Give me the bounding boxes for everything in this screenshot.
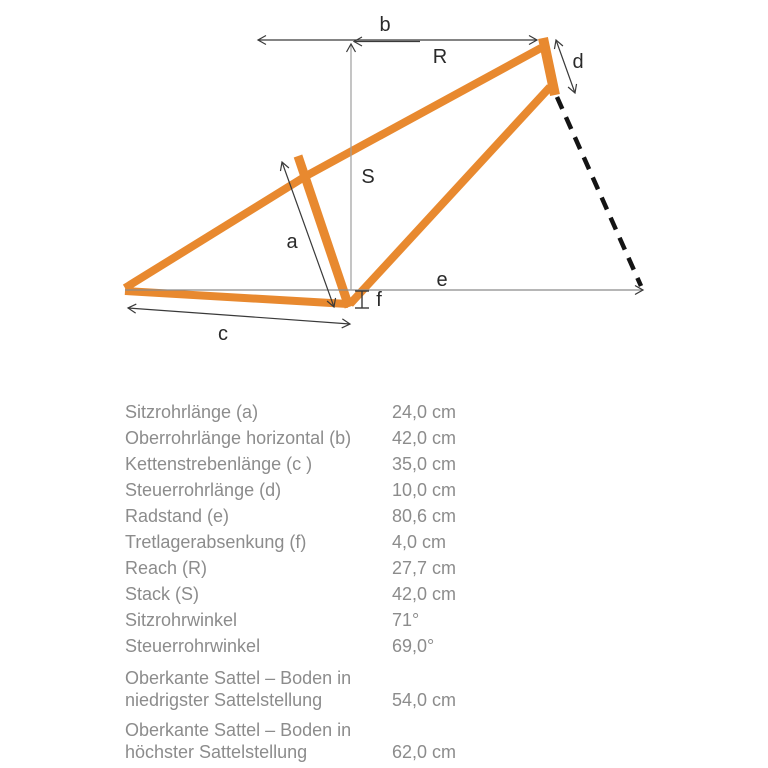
- head-tube: [543, 38, 555, 95]
- spec-value: 80,6 cm: [392, 506, 457, 526]
- dim-label-d: d: [572, 51, 584, 73]
- table-row: [125, 581, 665, 607]
- spec-value: 69,0°: [392, 636, 435, 656]
- spec-label: Oberkante Sattel – Boden in höchster Sattelstellung: [125, 720, 352, 762]
- dim-label-s: S: [361, 166, 375, 188]
- spec-label: Steuerrohrlänge (d): [125, 480, 282, 500]
- table-row: [125, 555, 665, 581]
- table-row: [125, 667, 665, 711]
- top-tube: [306, 48, 541, 176]
- table-row: [125, 529, 665, 555]
- spec-value: 10,0 cm: [392, 480, 457, 500]
- dim-label-b: b: [379, 14, 391, 36]
- table-row: [125, 503, 665, 529]
- spec-label: Reach (R): [125, 558, 208, 578]
- spec-value: 4,0 cm: [392, 532, 447, 552]
- spec-value: 62,0 cm: [392, 742, 457, 762]
- spec-label: Sitzrohrlänge (a): [125, 402, 259, 422]
- geometry-spec-table: [125, 399, 665, 763]
- spec-label: Radstand (e): [125, 506, 230, 526]
- seat-tube: [298, 156, 349, 307]
- spec-label: Oberkante Sattel – Boden in niedrigster Sattelstellung: [125, 668, 352, 710]
- spec-label: Kettenstrebenlänge (c ): [125, 454, 313, 474]
- table-row: [125, 719, 665, 763]
- spec-value: 71°: [392, 610, 420, 630]
- table-row: [125, 399, 665, 425]
- spec-label: Tretlagerabsenkung (f): [125, 532, 307, 552]
- spec-label: Steuerrohrwinkel: [125, 636, 261, 656]
- seat-stay-tube: [125, 176, 306, 288]
- dim-label-e: e: [436, 269, 448, 291]
- spec-value: 42,0 cm: [392, 584, 457, 604]
- down-tube: [350, 87, 550, 304]
- table-row: [125, 607, 665, 633]
- table-row: [125, 477, 665, 503]
- spec-label: Oberrohrlänge horizontal (b): [125, 428, 352, 448]
- dim-label-f: f: [376, 289, 382, 311]
- spec-value: 27,7 cm: [392, 558, 457, 578]
- spec-value: 42,0 cm: [392, 428, 457, 448]
- dim-label-a: a: [286, 231, 298, 253]
- chain-stay-tube: [125, 291, 348, 304]
- spec-value: 35,0 cm: [392, 454, 457, 474]
- spec-value: 54,0 cm: [392, 690, 457, 710]
- fork-axis-dashed-line: [557, 97, 641, 286]
- table-row: [125, 633, 665, 659]
- table-row: [125, 451, 665, 477]
- table-row: [125, 425, 665, 451]
- spec-label: Sitzrohrwinkel: [125, 610, 238, 630]
- bike-frame: [125, 38, 555, 307]
- chainstay-c-line: [128, 308, 350, 324]
- spec-label: Stack (S): [125, 584, 200, 604]
- dim-label-r: R: [432, 46, 448, 68]
- spec-value: 24,0 cm: [392, 402, 457, 422]
- dim-label-c: c: [218, 323, 228, 345]
